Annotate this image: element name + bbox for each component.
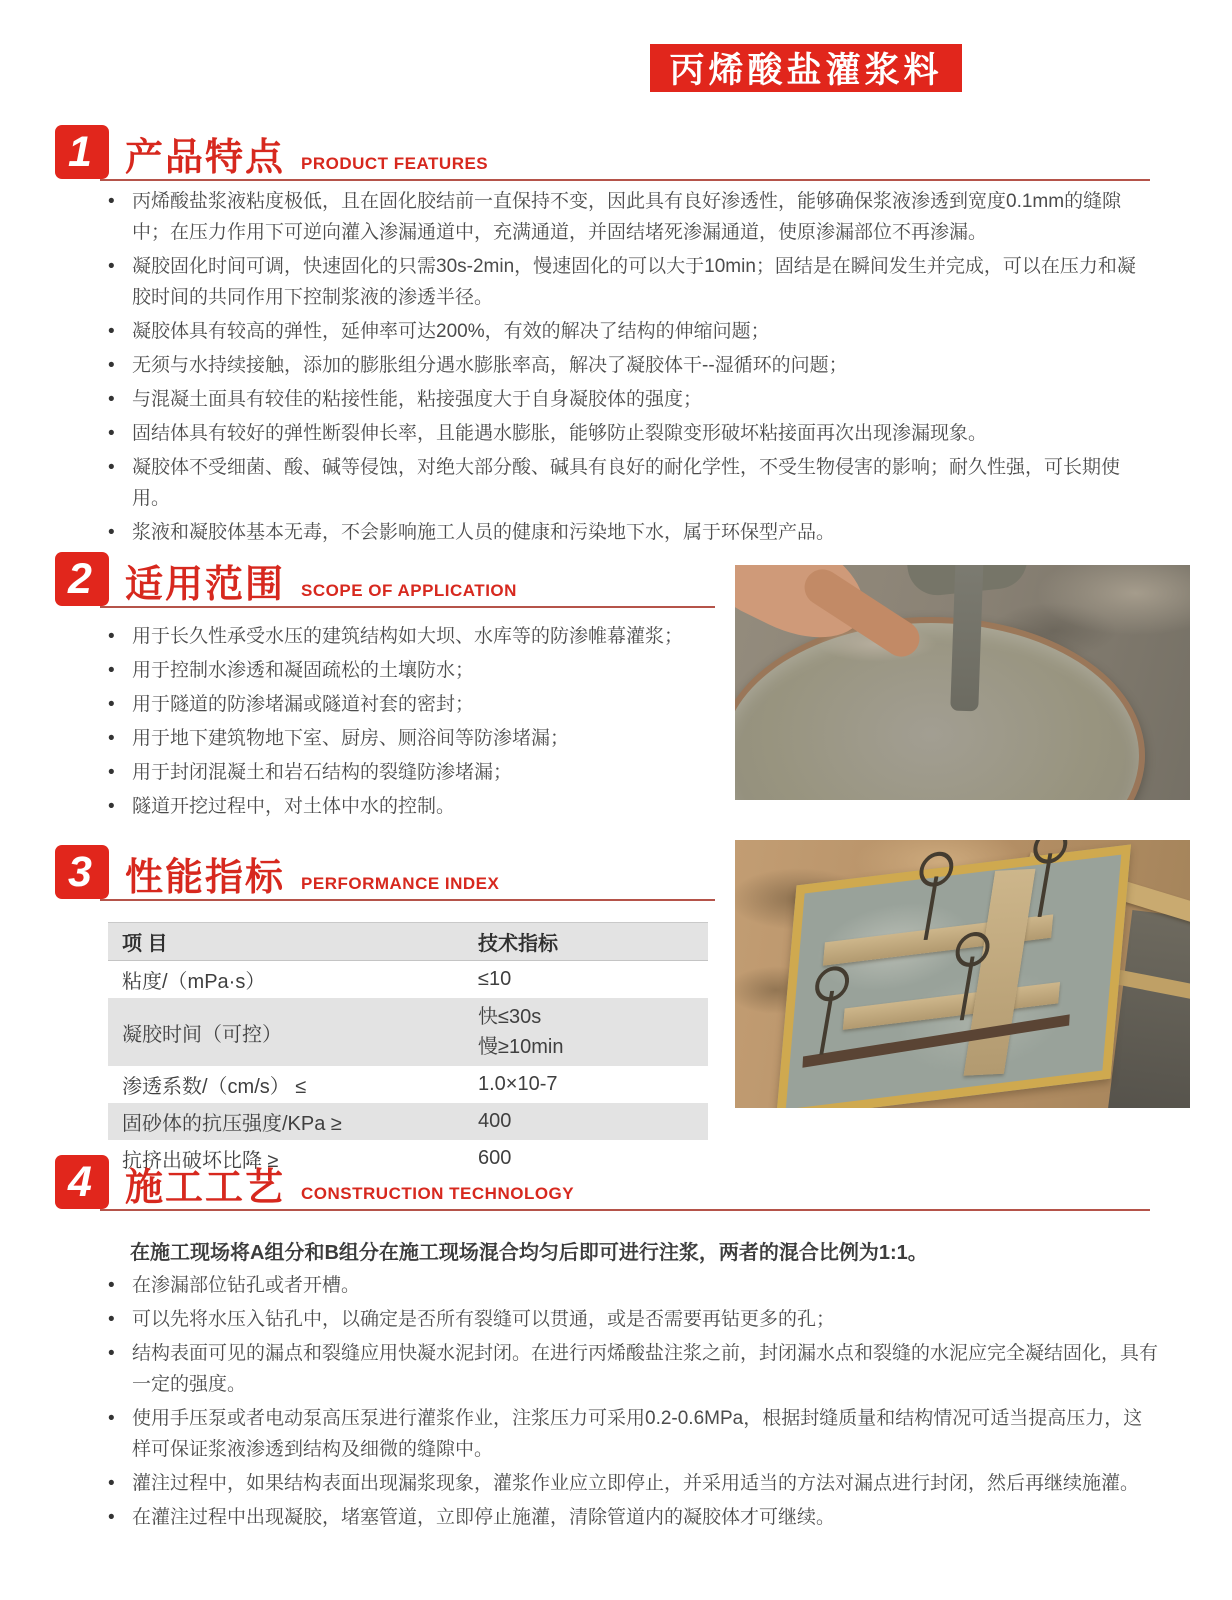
section-scope-header xyxy=(55,552,517,606)
features-list xyxy=(100,186,1150,551)
section-subtitle: CONSTRUCTION TECHNOLOGY xyxy=(301,1184,575,1203)
table-cell: 1.0×10-7 xyxy=(478,1073,558,1095)
section-performance-header xyxy=(55,845,499,899)
anchor-hook-shape xyxy=(918,849,955,888)
section-number-badge: 2 xyxy=(55,552,109,606)
product-title-banner: 丙烯酸盐灌浆料 xyxy=(650,44,962,92)
section-divider xyxy=(100,1209,1150,1211)
list-item: • 隧道开挖过程中，对土体中水的控制。 xyxy=(100,790,720,823)
table-row xyxy=(108,961,708,999)
list-item: • 无须与水持续接触，添加的膨胀组分遇水膨胀率高，解决了凝胶体干--湿循环的问题； xyxy=(100,350,1150,381)
table-cell: 400 xyxy=(478,1110,512,1132)
list-item: • 在渗漏部位钻孔或者开槽。 xyxy=(100,1270,1160,1301)
section-title: 适用范围 xyxy=(125,564,286,606)
construction-list xyxy=(100,1270,1160,1536)
list-item: • 在灌注过程中出现凝胶，堵塞管道，立即停止施灌，清除管道内的凝胶体才可继续。 xyxy=(100,1502,1160,1533)
list-item: • 固结体具有较好的弹性断裂伸长率，且能遇水膨胀，能够防止裂隙变形破坏粘接面再次出现渗漏现象。 xyxy=(100,418,1150,449)
list-item: • 用于地下建筑物地下室、厨房、厕浴间等防渗堵漏； xyxy=(100,722,720,755)
table-row xyxy=(108,1066,708,1103)
list-item: • 用于控制水渗透和凝固疏松的土壤防水； xyxy=(100,654,720,687)
list-item: • 结构表面可见的漏点和裂缝应用快凝水泥封闭。在进行丙烯酸盐注浆之前，封闭漏水点和裂缝的水泥应完全凝结固化，具有一定的强度。 xyxy=(100,1338,1160,1400)
table-header-row xyxy=(108,923,708,961)
table-cell-line: 快≤30s xyxy=(478,1006,542,1028)
list-item: • 与混凝土面具有较佳的粘接性能，粘接强度大于自身凝胶体的强度； xyxy=(100,384,1150,415)
table-cell-line: 慢≥10min xyxy=(478,1036,564,1058)
section-number-badge: 1 xyxy=(55,125,109,179)
rebar-shape xyxy=(802,1014,1069,1067)
section-title: 产品特点 xyxy=(125,137,286,179)
section-subtitle: SCOPE OF APPLICATION xyxy=(301,581,517,600)
section-subtitle: PRODUCT FEATURES xyxy=(301,154,489,173)
list-item: • 灌注过程中，如果结构表面出现漏浆现象，灌浆作业应立即停止，并采用适当的方法对漏点进行封闭，然后再继续施灌。 xyxy=(100,1468,1160,1499)
anchor-hook-shape xyxy=(814,965,851,1004)
list-item: • 凝胶固化时间可调，快速固化的只需30s-2min，慢速固化的可以大于10min；固结是在瞬间发生并完成，可以在压力和凝胶时间的共同作用下控制浆液的渗透半径。 xyxy=(100,251,1150,313)
table-row xyxy=(108,998,708,1066)
performance-table xyxy=(108,922,708,1177)
table-cell: 凝胶时间（可控） xyxy=(122,1023,282,1046)
column-header: 项 目 xyxy=(122,933,168,955)
list-item: • 凝胶体具有较高的弹性，延伸率可达200%，有效的解决了结构的伸缩问题； xyxy=(100,316,1150,347)
column-header: 技术指标 xyxy=(478,933,558,955)
wood-bar-shape xyxy=(963,869,1035,1076)
section-number-badge: 3 xyxy=(55,845,109,899)
section-title: 施工工艺 xyxy=(125,1167,286,1209)
formwork-frame-shape xyxy=(776,844,1131,1108)
table-cell: 粘度/（mPa·s） xyxy=(122,971,266,993)
table-cell: 固砂体的抗压强度/KPa ≥ xyxy=(122,1113,342,1135)
construction-lead-text: 在施工现场将A组分和B组分在施工现场混合均匀后即可进行注浆，两者的混合比例为1:1。 xyxy=(130,1242,928,1264)
list-item: • 丙烯酸盐浆液粘度极低，且在固化胶结前一直保持不变，因此具有良好渗透性，能够确保浆液渗透到宽度0.1mm的缝隙中；在压力作用下可逆向灌入渗漏通道中，充满通道，并固结堵死渗漏通道，使原渗漏部位不再渗漏。 xyxy=(100,186,1150,248)
section-divider xyxy=(100,179,1150,181)
table-cell xyxy=(464,998,708,1066)
list-item: • 可以先将水压入钻孔中，以确定是否所有裂缝可以贯通，或是否需要再钻更多的孔； xyxy=(100,1304,1160,1335)
section-number-badge: 4 xyxy=(55,1155,109,1209)
section-subtitle: PERFORMANCE INDEX xyxy=(301,874,500,893)
grout-mixing-photo xyxy=(735,565,1190,800)
section-divider xyxy=(100,606,715,608)
section-title: 性能指标 xyxy=(125,857,286,899)
formwork-photo xyxy=(735,840,1190,1108)
section-features-header xyxy=(55,125,488,179)
table-cell: ≤10 xyxy=(478,968,512,990)
table-row xyxy=(108,1103,708,1140)
list-item: • 凝胶体不受细菌、酸、碱等侵蚀，对绝大部分酸、碱具有良好的耐化学性，不受生物侵害的影响；耐久性强，可长期使用。 xyxy=(100,452,1150,514)
anchor-hook-shape xyxy=(1032,840,1069,865)
section-divider xyxy=(100,899,715,901)
table-cell: 600 xyxy=(478,1147,512,1169)
scope-list xyxy=(100,620,720,824)
mixing-bowl-shape xyxy=(735,617,1145,800)
list-item: • 用于长久性承受水压的建筑结构如大坝、水库等的防渗帷幕灌浆； xyxy=(100,620,720,653)
list-item: • 用于封闭混凝土和岩石结构的裂缝防渗堵漏； xyxy=(100,756,720,789)
table-cell: 渗透系数/（cm/s） ≤ xyxy=(122,1076,307,1098)
list-item: • 使用手压泵或者电动泵高压泵进行灌浆作业，注浆压力可采用0.2-0.6MPa，根据封缝质量和结构情况可适当提高压力，这样可保证浆液渗透到结构及细微的缝隙中。 xyxy=(100,1403,1160,1465)
table-cell: 抗挤出破坏比降 ≥ xyxy=(122,1150,279,1172)
list-item: • 用于隧道的防渗堵漏或隧道衬套的密封； xyxy=(100,688,720,721)
section-construction-header xyxy=(55,1155,574,1209)
list-item: • 浆液和凝胶体基本无毒，不会影响施工人员的健康和污染地下水，属于环保型产品。 xyxy=(100,517,1150,548)
